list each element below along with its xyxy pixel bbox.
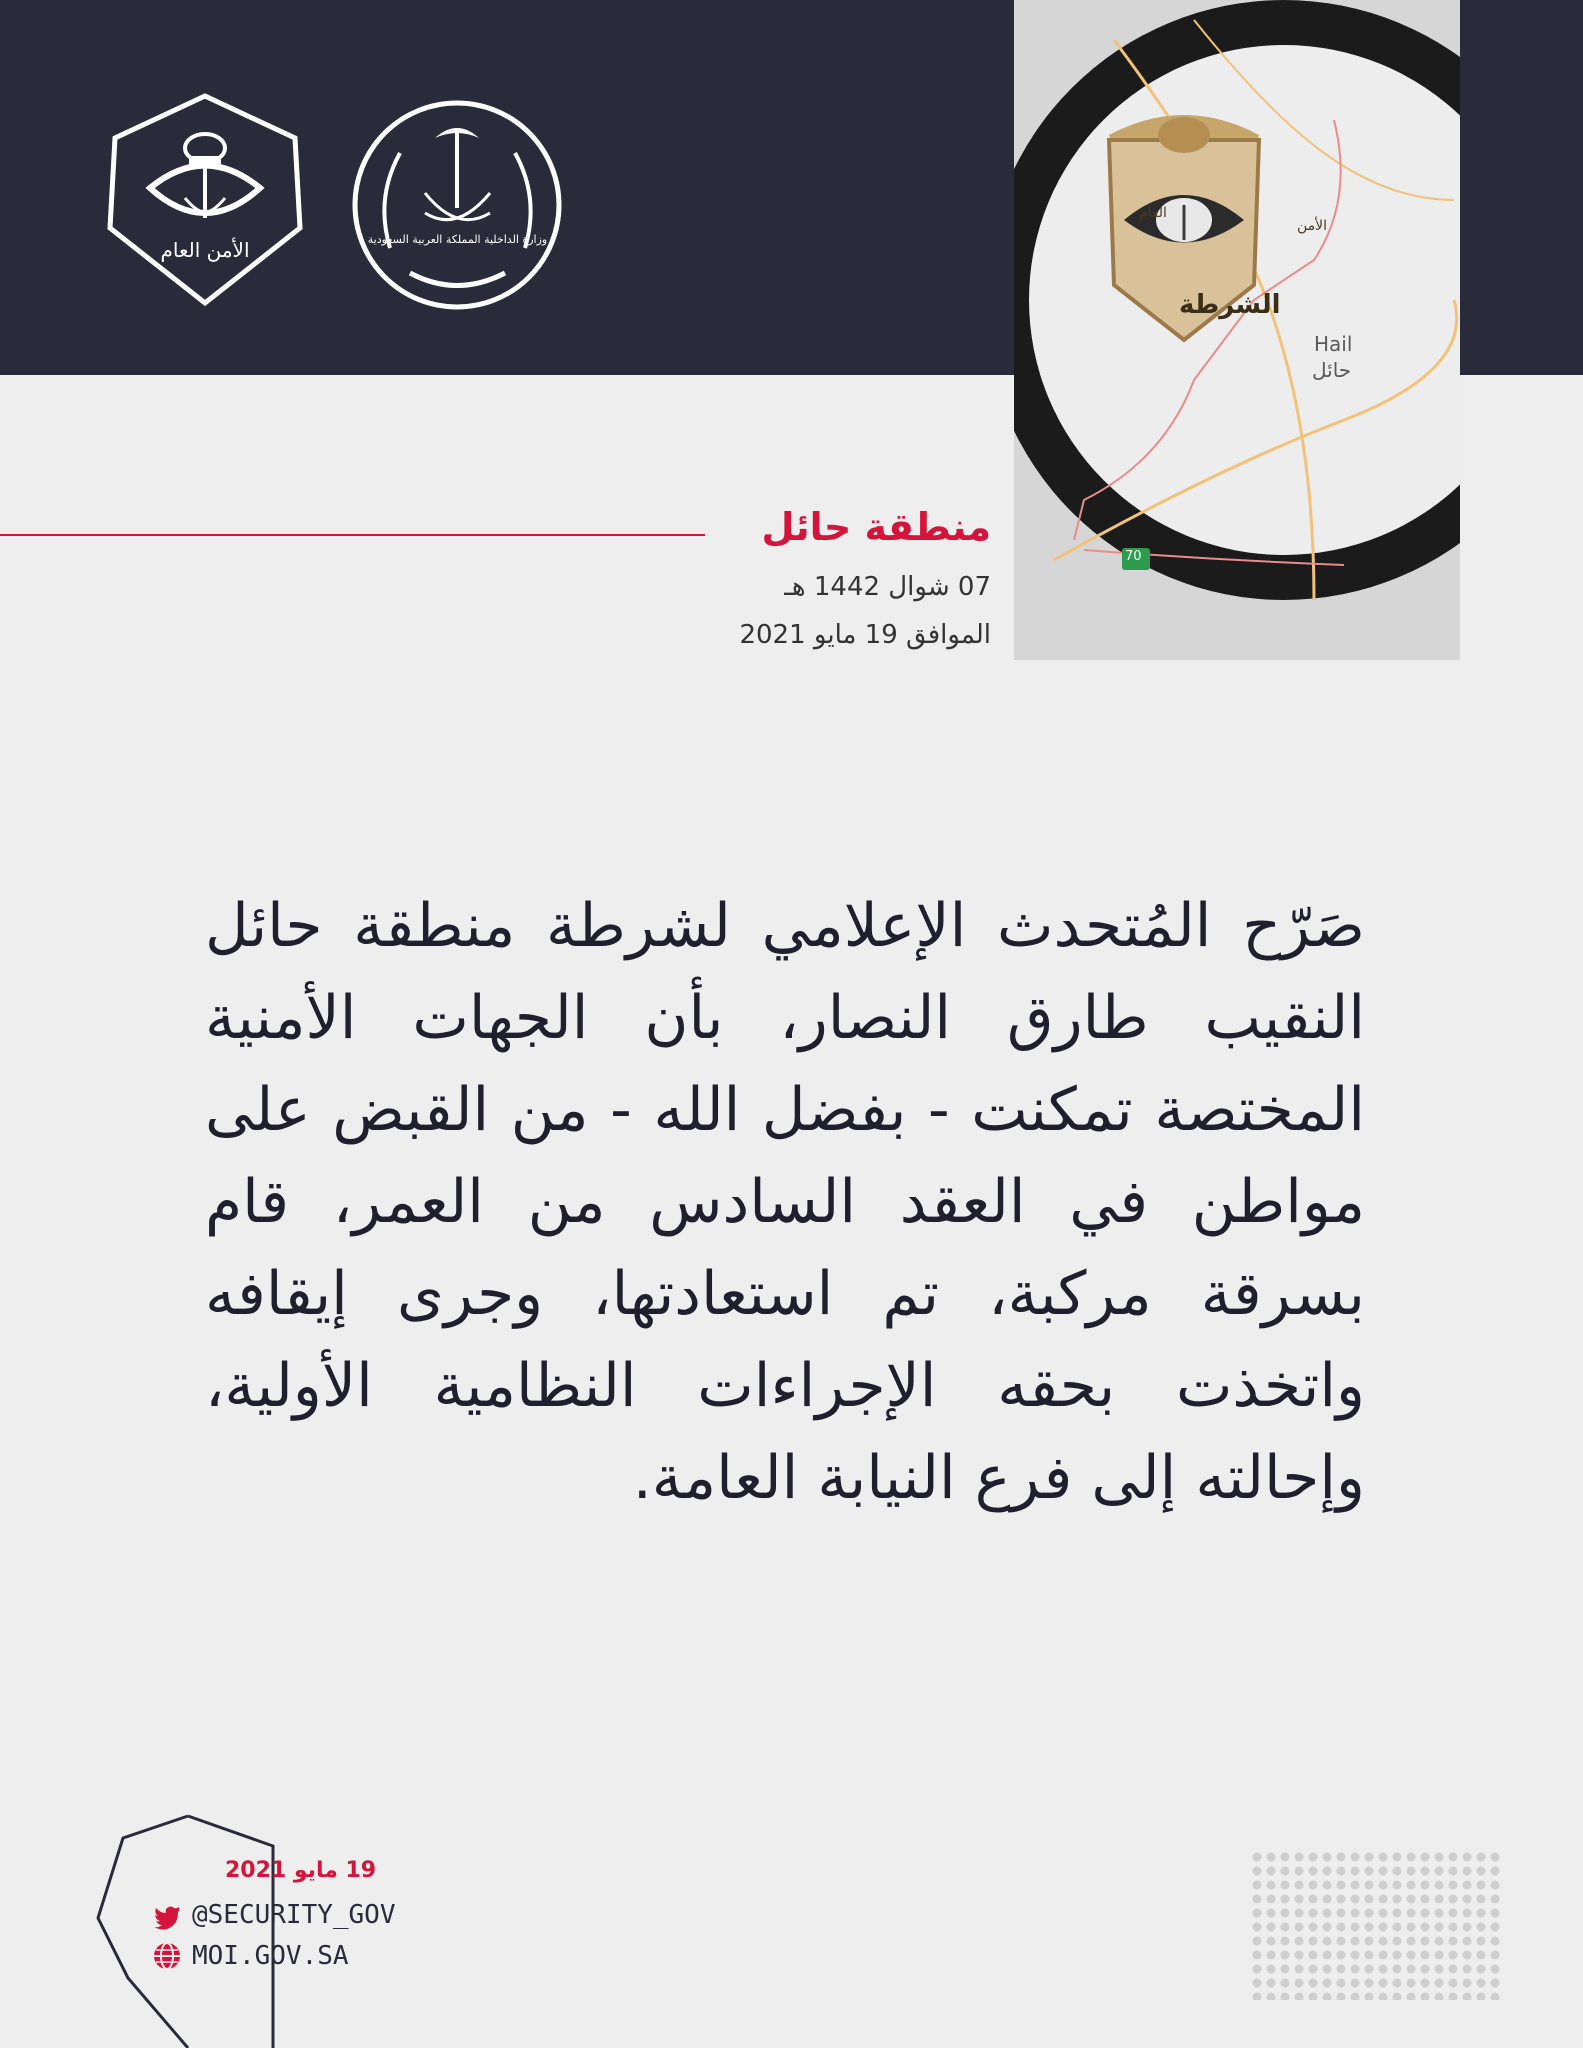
twitter-icon <box>152 1900 182 1930</box>
badge-text-bottom: الشرطة <box>1179 290 1281 320</box>
hero-photo <box>1014 0 1460 660</box>
accent-divider <box>0 534 705 536</box>
footer-website[interactable] <box>152 1939 349 1973</box>
map-label-en: Hail <box>1314 332 1353 356</box>
footer-date: 19 مايو 2021 <box>225 1858 377 1883</box>
map-label-ar: حائل <box>1312 358 1352 382</box>
public-security-logo-text: الأمن العام <box>160 238 250 262</box>
twitter-handle: @SECURITY_GOV <box>192 1900 396 1930</box>
date-gregorian: الموافق 19 مايو 2021 <box>739 620 991 650</box>
region-title: منطقة حائل <box>761 505 991 549</box>
decorative-dot-pattern <box>1250 1850 1500 2000</box>
statement-body: صَرّح المُتحدث الإعلامي لشرطة منطقة حائل النقيب طارق النصار، بأن الجهات الأمنية المختصة تمكنت - بفضل الله - من القبض على مواطن في العقد السادس من العمر، قام بسرقة مركبة، تم استعادتها، وجرى إيقافه واتخذت بحقه الإجراءات النظامية الأولية، وإحالته إلى فرع النيابة العامة. <box>205 891 1365 1513</box>
badge-text-left: العام <box>1139 205 1167 221</box>
road-sign: 70 <box>1125 549 1142 564</box>
footer-twitter[interactable] <box>152 1898 396 1932</box>
ministry-emblem-text: وزارة الداخلية المملكة العربية السعودية <box>367 233 548 246</box>
badge-text-right: الأمن <box>1297 218 1328 234</box>
ministry-emblem <box>350 98 565 313</box>
date-hijri: 07 شوال 1442 هـ <box>784 572 991 602</box>
public-security-logo <box>95 88 315 313</box>
globe-icon <box>152 1941 182 1971</box>
website-url: MOI.GOV.SA <box>192 1941 349 1971</box>
